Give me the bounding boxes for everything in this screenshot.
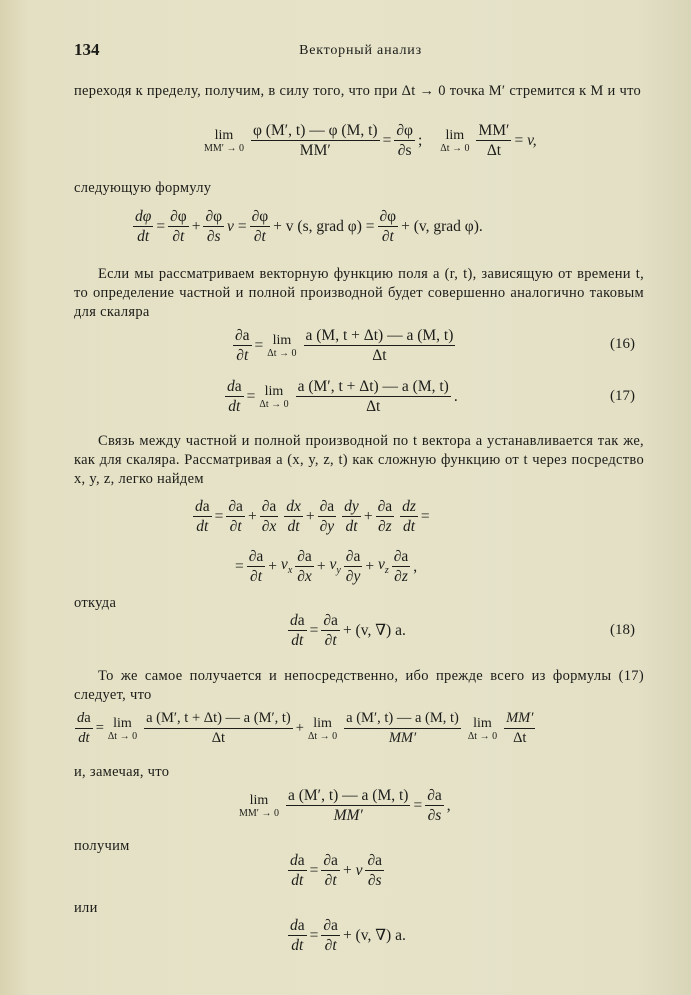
paragraph-4: Связь между частной и полной производной по t вектора a устанавливается так же, как для скаляра. Рассматривая a (x, y, z, t) как сложную функцию от t через посредство x, y, z, легко найдем	[74, 433, 644, 487]
paragraph-1: переходя к пределу, получим, в силу того, что при Δt → 0 точка M′ стремится к M и что	[74, 83, 642, 99]
equation-chain-rule-2: = $\frac{\partial a}{\partial t}$ + $v_x$ $\frac{\partial a}{\partial x}$ + $v_y$ $\frac{\partial a}{\partial y}$ + $v_z$ $\frac{\partial a}{\partial z}$ ,	[235, 548, 418, 585]
paragraph-8: получим	[74, 838, 130, 854]
equation-chain-rule-1: $\frac{da}{dt}$ = $\frac{\partial a}{\partial t}$ + $\frac{\partial a}{\partial x}$ $\frac{dx}{dt}$ + $\frac{\partial a}{\partial y}$ $\frac{dy}{dt}$ + $\frac{\partial a}{\partial z}$ $\frac{dz}{dt}$ =	[195, 498, 430, 535]
equation-limits: lim MM′ → 0 $\frac{\varphi (M', t) — \varphi (M, t)}{MM'}$ = $\frac{\partial\varphi}{\partial s}$ ; lim Δt → 0 $\frac{MM'}{\Delta t}$ = v,	[204, 122, 537, 159]
paragraph-3: Если мы рассматриваем векторную функцию поля a (r, t), зависящую от времени t, то определение частной и полной производной будет совершенно аналогично таковым для скаляра	[74, 266, 644, 320]
page-number: 134	[74, 40, 100, 59]
limit: lim MM′ → 0	[204, 127, 244, 154]
equation-number-18: (18)	[610, 622, 635, 638]
paragraph-2: следующую формулу	[74, 180, 212, 196]
equation-number-16: (16)	[610, 336, 635, 352]
limit: lim Δt → 0	[440, 127, 470, 154]
paragraph-5: откуда	[74, 595, 117, 611]
fraction: $\frac{MM'}{\Delta t}$	[478, 122, 510, 159]
equation-number-17: (17)	[610, 388, 635, 404]
running-head: Векторный анализ	[299, 43, 422, 58]
fraction: $\frac{\partial\varphi}{\partial s}$	[396, 122, 413, 159]
equation-18: $\frac{da}{dt}$ = $\frac{\partial a}{\partial t}$ + (v, ∇) a.	[290, 612, 406, 649]
equation-17: $\frac{da}{dt}$ = lim Δt → 0 $\frac{a (M', t + \Delta t) — a (M, t)}{\Delta t}$ .	[227, 378, 458, 415]
equation-direct: $\frac{da}{dt}$ = lim Δt → 0 $\frac{a (M', t + \Delta t) — a (M', t)}{\Delta t}$ + lim Δt → 0 $\frac{a (M', t) — a (M, t)}{MM'}$ lim Δt → 0 $\frac{MM'}{\Delta t}$	[77, 710, 534, 746]
paragraph-9: или	[74, 900, 98, 916]
equation-result-1: $\frac{da}{dt}$ = $\frac{\partial a}{\partial t}$ + v $\frac{\partial a}{\partial s}$	[290, 852, 382, 889]
paragraph-6: То же самое получается и непосредственно, ибо прежде всего из формулы (17) следует, что	[74, 668, 644, 703]
equation-dphi-dt: $\frac{d\varphi}{dt}$ = $\frac{\partial\varphi}{\partial t}$ + $\frac{\partial\varphi}{\partial s}$ v = $\frac{\partial\varphi}{\partial t}$ + v (s, grad φ) = $\frac{\partial\varphi}{\partial t}$ + (v, grad φ).	[135, 208, 483, 245]
equation-result-2: $\frac{da}{dt}$ = $\frac{\partial a}{\partial t}$ + (v, ∇) a.	[290, 917, 406, 954]
paragraph-7: и, замечая, что	[74, 764, 170, 780]
equation-16: $\frac{\partial a}{\partial t}$ = lim Δt → 0 $\frac{a (M, t + \Delta t) — a (M, t)}{\Delta t}$	[235, 327, 454, 364]
equation-directional-derivative: lim MM′ → 0 $\frac{a (M', t) — a (M, t)}{MM'}$ = $\frac{\partial a}{\partial s}$ ,	[239, 787, 451, 824]
fraction: $\frac{\varphi (M', t) — \varphi (M, t)}{MM'}$	[252, 122, 378, 159]
